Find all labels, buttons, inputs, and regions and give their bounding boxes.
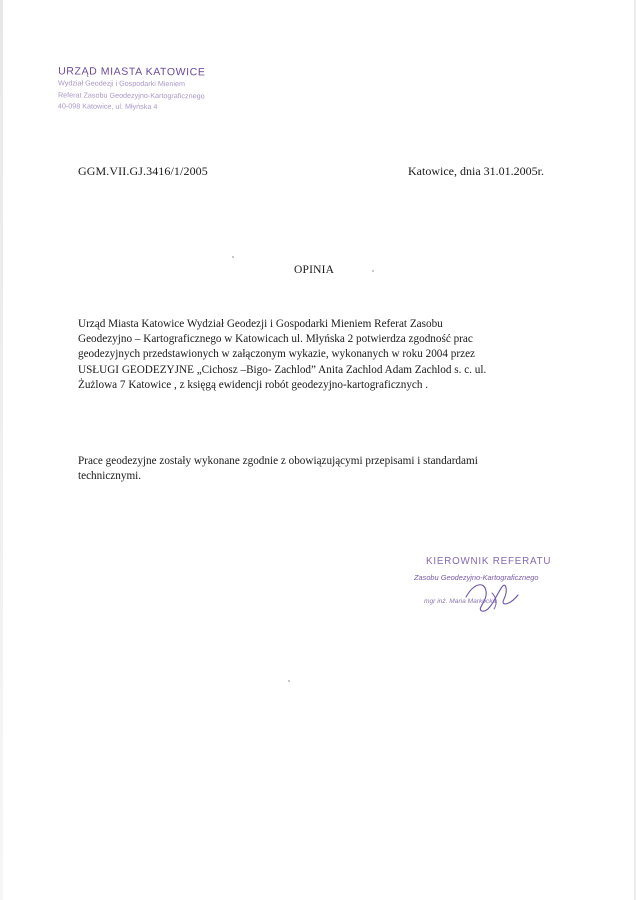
stamp-office-name: URZĄD MIASTA KATOWICE <box>58 65 206 79</box>
document-title: OPINIA <box>294 264 335 276</box>
signature-stamp-name: mgr inż. Maria Markocka <box>424 598 497 605</box>
paragraph-line: technicznymi. <box>78 470 142 483</box>
paper-speck <box>288 680 290 682</box>
signature-stamp-department: Zasobu Geodezyjno-Kartograficznego <box>414 573 539 582</box>
paragraph-line: Żużlowa 7 Katowice , z księgą ewidencji robót geodezyjno-kartograficznych . <box>78 378 429 391</box>
stamp-section: Referat Zasobu Geodezyjno-Kartograficznego <box>57 89 205 100</box>
paper-speck <box>232 256 234 258</box>
opinion-paragraph-1 <box>78 317 486 393</box>
paragraph-line: USŁUGI GEODEZYJNE „Cichosz –Bigo- Zachlod” Anita Zachlod Adam Zachlod s. c. ul. <box>78 363 487 376</box>
signature-stamp-title: KIEROWNIK REFERATU <box>426 556 552 567</box>
paragraph-line: Geodezyjno – Kartograficznego w Katowicach ul. Młyńska 2 potwierdza zgodność prac <box>78 333 473 346</box>
paragraph-line: Prace geodezyjne zostały wykonane zgodnie z obowiązującymi przepisami i standardami <box>78 455 478 467</box>
paragraph-line: Urząd Miasta Katowice Wydział Geodezji i Gospodarki Mieniem Referat Zasobu <box>78 318 443 330</box>
opinion-paragraph-2 <box>78 454 478 484</box>
place-and-date: Katowice, dnia 31.01.2005r. <box>408 164 544 178</box>
paper-speck <box>372 270 374 272</box>
handwritten-signature <box>462 575 522 615</box>
stamp-department: Wydział Geodezji i Gospodarki Mieniem <box>58 78 186 89</box>
stamp-address: 40-098 Katowice, ul. Młyńska 4 <box>57 101 158 112</box>
case-reference-number: GGM.VII.GJ.3416/1/2005 <box>78 164 208 178</box>
office-header-stamp <box>58 65 248 113</box>
paragraph-line: geodezyjnych przedstawionych w załączonym wykazie, wykonanych w roku 2004 przez <box>78 348 476 361</box>
